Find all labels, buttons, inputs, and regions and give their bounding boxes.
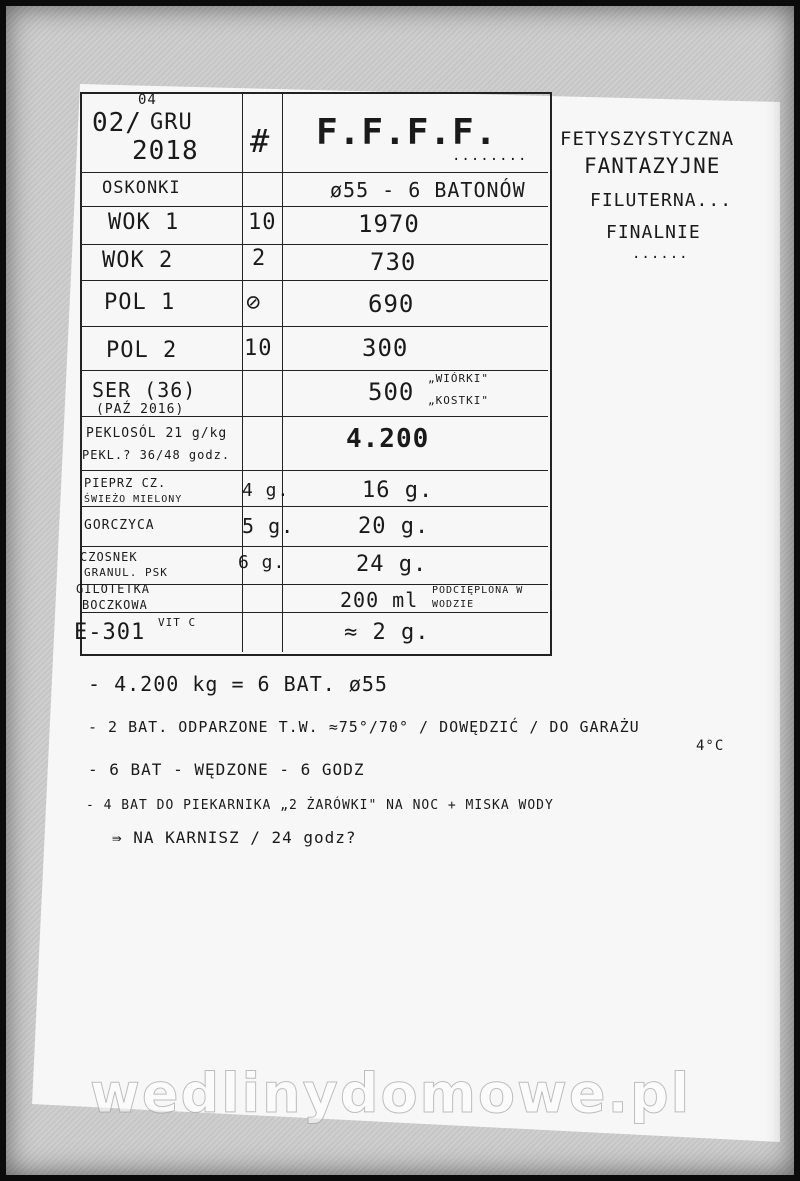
row-qty: 4 g. bbox=[242, 480, 290, 501]
row-divider bbox=[82, 280, 548, 281]
date-year: 2018 bbox=[132, 136, 199, 166]
note-line: - 2 BAT. ODPARZONE T.W. ≈75°/70° / DOWĘDZIĆ / DO GARAŻU bbox=[88, 718, 640, 736]
row-qty: 6 g. bbox=[238, 552, 286, 573]
row-qty: 10 bbox=[244, 336, 273, 361]
side-note-line: FILUTERNA... bbox=[590, 190, 733, 211]
row-name: WOK 1 bbox=[108, 210, 180, 235]
hash-column-header: # bbox=[250, 122, 271, 160]
date-day: 02/ bbox=[92, 108, 142, 138]
side-note-line: ...... bbox=[632, 246, 689, 262]
note-line: 4°C bbox=[696, 738, 725, 754]
row-value: 1970 bbox=[358, 210, 420, 238]
side-note-line: FINALNIE bbox=[606, 222, 701, 243]
note-line: ⇛ NA KARNISZ / 24 godz? bbox=[112, 828, 357, 847]
date-day-alt: 04 bbox=[138, 92, 157, 108]
note-line: - 4.200 kg = 6 BAT. ø55 bbox=[88, 672, 388, 696]
row-divider bbox=[82, 470, 548, 471]
row-name: E-301 bbox=[74, 620, 146, 645]
row-divider bbox=[82, 172, 548, 173]
row-value: 16 g. bbox=[362, 478, 434, 503]
row-divider bbox=[82, 612, 548, 613]
row-name: GILOTETKA bbox=[76, 582, 151, 596]
row-value: 200 ml bbox=[340, 588, 419, 612]
row-name-secondary: (PAŹ 2016) bbox=[96, 402, 185, 417]
row-value: ≈ 2 g. bbox=[344, 620, 430, 645]
row-divider bbox=[82, 244, 548, 245]
row-name: PEKLOSÓL 21 g/kg bbox=[86, 426, 228, 441]
row-qty: 5 g. bbox=[242, 514, 295, 538]
note-line: - 6 BAT - WĘDZONE - 6 GODZ bbox=[88, 760, 365, 779]
row-value: ø55 - 6 BATONÓW bbox=[330, 178, 526, 202]
row-value: 690 bbox=[368, 290, 415, 318]
row-name-sup: VIT C bbox=[158, 616, 197, 629]
row-name: POL 1 bbox=[104, 290, 176, 315]
row-name: OSKONKI bbox=[102, 178, 181, 198]
side-note-line: FETYSZYSTYCZNA bbox=[560, 128, 735, 150]
row-value: 500 bbox=[368, 378, 415, 406]
row-name-secondary: ŚWIEŻO MIELONY bbox=[84, 494, 183, 505]
row-name: PIEPRZ CZ. bbox=[84, 476, 167, 490]
row-name: CZOSNEK bbox=[80, 550, 138, 564]
row-note: „WIÓRKI" „KOSTKI" bbox=[428, 372, 489, 407]
row-qty: 2 bbox=[252, 246, 267, 271]
row-name: POL 2 bbox=[106, 338, 178, 363]
row-note: PODCIĘPLONA W WODZIE bbox=[432, 585, 524, 610]
date-month: GRU bbox=[150, 110, 193, 135]
row-name: WOK 2 bbox=[102, 248, 174, 273]
watermark: wedlinydomowe.pl bbox=[90, 1062, 692, 1125]
row-value: 24 g. bbox=[356, 552, 428, 577]
title-dots: ........ bbox=[452, 148, 528, 164]
row-name-secondary: PEKL.? 36/48 godz. bbox=[82, 448, 231, 462]
row-name-secondary: GRANUL. PSK bbox=[84, 566, 168, 579]
side-note-line: FANTAZYJNE bbox=[584, 154, 721, 178]
row-name: SER (36) bbox=[92, 378, 197, 402]
table-title: F.F.F.F. bbox=[316, 112, 498, 153]
row-qty: ⊘ bbox=[246, 288, 262, 316]
note-line: - 4 BAT DO PIEKARNIKA „2 ŻARÓWKI" NA NOC + MISKA WODY bbox=[86, 798, 554, 813]
row-divider bbox=[82, 326, 548, 327]
row-name: GORCZYCA bbox=[84, 518, 155, 533]
row-value: 300 bbox=[362, 334, 409, 362]
row-qty: 10 bbox=[248, 210, 277, 235]
row-divider bbox=[82, 206, 548, 207]
row-divider bbox=[82, 506, 548, 507]
row-divider bbox=[82, 546, 548, 547]
row-value: 730 bbox=[370, 248, 417, 276]
row-value: 4.200 bbox=[346, 424, 430, 454]
row-value: 20 g. bbox=[358, 514, 430, 539]
row-name-secondary: BOCZKOWA bbox=[82, 598, 148, 612]
